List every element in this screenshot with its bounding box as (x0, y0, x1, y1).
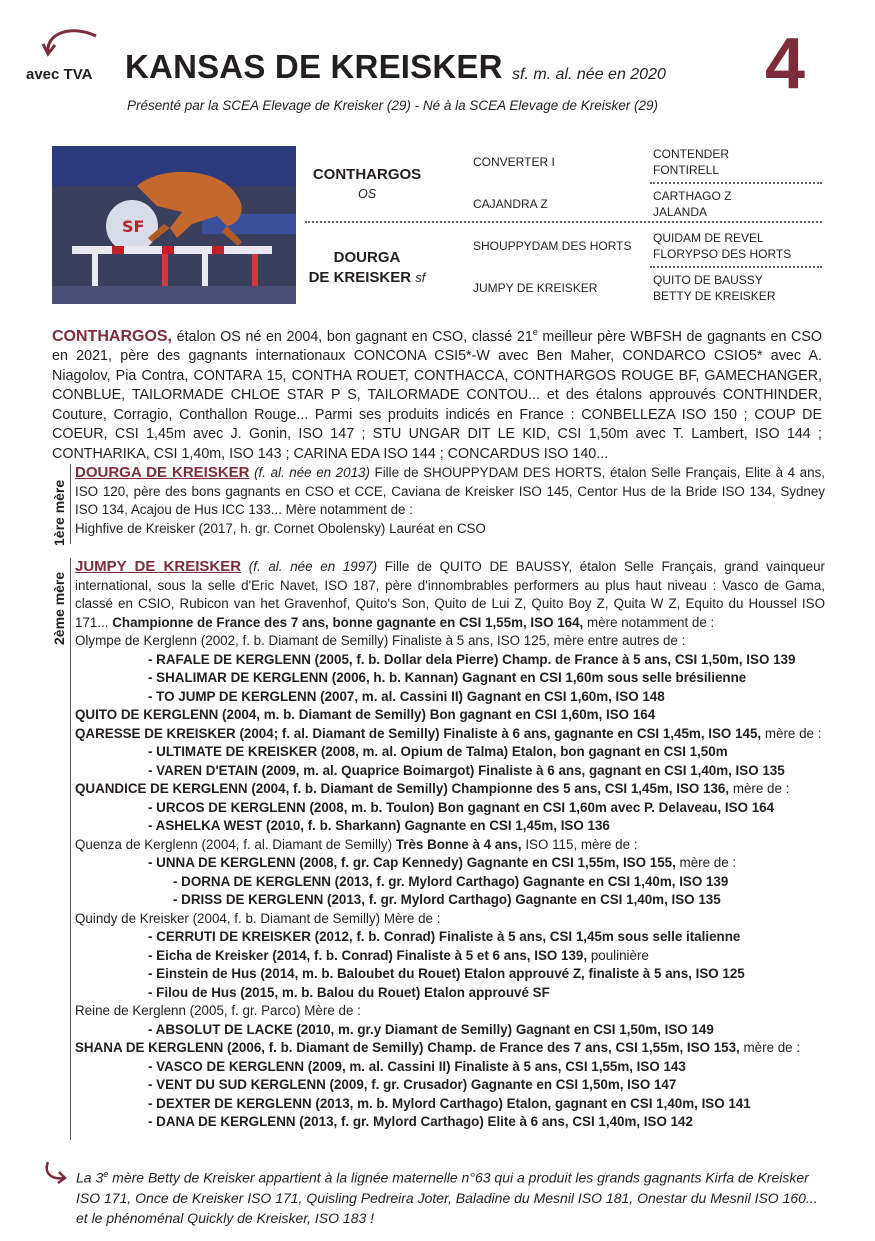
pedigree-g2: CAJANDRA Z (473, 197, 548, 211)
pedigree-gg3b: FLORYPSO DES HORTS (653, 247, 792, 261)
pedigree-gg4a: QUITO DE BAUSSY (653, 273, 763, 287)
footnote: La 3e mère Betty de Kreisker appartient à la lignée maternelle n°63 qui a produit les grands gagnants Kirfa de Kreisker ISO 171, Once de Kreisker ISO 171, Quisling Pedreira Joter, Baladine du Mesnil ISO 181, Onestar du Mesnil ISO 160... et le phénoménal Quickly de Kreisker, ISO 183 ! (76, 1169, 818, 1226)
presented-by: Présenté par la SCEA Elevage de Kreisker (29) - Né à la SCEA Elevage de Kreisker (29) (127, 98, 658, 113)
second-dam-label: 2ème mère (51, 571, 67, 645)
svg-text:SF: SF (122, 217, 145, 236)
pedigree-gg1a: CONTENDER (653, 147, 730, 161)
pedigree-divider (305, 221, 822, 223)
lot-number: 4 (765, 24, 806, 104)
first-dam-section: DOURGA DE KREISKER (f. al. née en 2013) Fille de SHOUPPYDAM DES HORTS, étalon Selle Français, Elite à 4 ans, ISO 120, père des bons gagnants en CSO et CCE, Caviana de Kreisker ISO 145, Centor Hus de la Bride ISO 134, Sydney ISO 134, Acajou de Hus ICC 133... Mère notamment de : Highfive de Kreisker (2017, h. gr. Cornet Obolensky) Lauréat en CSO (75, 464, 825, 536)
curved-arrow-icon (40, 1158, 70, 1184)
sire-description: CONTHARGOS, étalon OS né en 2004, bon gagnant en CSO, classé 21e meilleur père WBFSH de gagnants en CSO en 2021, père des gagnants internationaux CONCONA CSI5*-W avec Ben Maher, CONDARCO CSIO5* avec A. Niagolov, Pia Contra, CONTARA 15, CONTHA ROUET, CONTHACCA, CONTHARGOS ROUGE BF, GAMECHANGER, CONBLUE, TAILORMADE CHLOE STAR P S, TAILORMADE CONTOU... et des étalons approuvés CONTHINDER, Couture, Corragio, Conthallon Rouge... Parmi ses produits indicés en France : CONBELLEZA ISO 150 ; COUP DE COEUR, CSI 1,45m avec J. Gonin, ISO 147 ; STU UNGAR DIT LE KID, CSI 1,50m avec T. Lambert, ISO 144 ; CONTHARIKA, CSI 1,40m, ISO 143 ; CARINA EDA ISO 144 ; CONCARDUS ISO 140... (52, 327, 823, 462)
pedigree-g1: CONVERTER I (473, 155, 555, 169)
pedigree-divider (650, 182, 822, 184)
pedigree-sire-studbook: OS (357, 187, 377, 201)
horse-name: KANSAS DE KREISKER (125, 48, 503, 85)
pedigree-sire: CONTHARGOS (312, 166, 422, 183)
pedigree-gg3a: QUIDAM DE REVEL (653, 231, 764, 245)
pedigree-divider (650, 266, 822, 268)
pedigree-gg2a: CARTHAGO Z (653, 189, 732, 203)
tva-label: avec TVA (26, 66, 93, 83)
first-dam-bar (70, 464, 71, 544)
second-dam-bar (70, 558, 71, 1140)
horse-photo (52, 146, 296, 304)
second-dam-section: JUMPY DE KREISKER (f. al. née en 1997) Fille de QUITO DE BAUSSY, étalon Selle Français, grand vainqueur international, sous la selle d'Eric Navet, ISO 187, père d'innombrables performers au plus haut niveau : Vasco de Gama, classé en CSIO, Rubicon van het Gravenhof, Quito's Son, Quito de Lui Z, Quito Boy Z, Quita W Z, Equito du Houssel ISO 171... Championne de France des 7 ans, bonne gagnante en CSI 1,55m, ISO 164, mère notamment de : Olympe de Kerglenn (2002, f. b. Diamant de Semilly) Finaliste à 5 ans, ISO 125, mère entre autres de : - RAFALE DE KERGLENN (2005, f. b. Dollar dela Pierre) Champ. de France à 5 ans, CSI 1,50m, ISO 139 - SHALIMAR DE KERGLENN (2006, h. b. Kannan) Gagnant en CSI 1,60m sous selle brésilienne - TO JUMP DE KERGLENN (2007, m. al. Cassini II) Gagnant en CSI 1,60m, ISO 148 QUITO DE KERGLENN (2004, m. b. Diamant de Semilly) Bon gagnant en CSI 1,60m, ISO 164 QARESSE DE KREISKER (2004; f. al. Diamant de Semilly) Finaliste à 6 ans, gagnante en CSI 1,45m, ISO 145, mère de : - ULTIMATE DE KREISKER (2008, m. al. Opium de Talma) Etalon, bon gagnant en CSI 1,50m - VAREN D'ETAIN (2009, m. al. Quaprice Boimargot) Finaliste à 6 ans, gagnant en CSI 1,40m, ISO 135 QUANDICE DE KERGLENN (2004, f. b. Diamant de Semilly) Championne des 5 ans, CSI 1,45m, ISO 136, mère de : - URCOS DE KERGLENN (2008, m. b. Toulon) Bon gagnant en CSI 1,60m avec P. Delaveau, ISO 164 - ASHELKA WEST (2010, f. b. Sharkann) Gagnante en CSI 1,45m, ISO 136 Quenza de Kerglenn (2004, f. al. Diamant de Semilly) Très Bonne à 4 ans, ISO 115, mère de : - UNNA DE KERGLENN (2008, f. gr. Cap Kennedy) Gagnante en CSI 1,55m, ISO 155, mère de : - DORNA DE KERGLENN (2013, f. gr. Mylord Carthago) Gagnante en CSI 1,40m, ISO 139 - DRISS DE KERGLENN (2013, f. gr. Mylord Carthago) Gagnante en CSI 1,40m, ISO 135 Quindy de Kreisker (2004, f. b. Diamant de Semilly) Mère de : - CERRUTI DE KREISKER (2012, f. b. Conrad) Finaliste à 5 ans, CSI 1,45m sous selle italienne - Eicha de Kreisker (2014, f. b. Conrad) Finaliste à 5 et 6 ans, ISO 139, poulinière - Einstein de Hus (2014, m. b. Baloubet du Rouet) Etalon approuvé Z, finaliste à 5 ans, ISO 125 - Filou de Hus (2015, m. b. Balou du Rouet) Etalon approuvé SF Reine de Kerglenn (2005, f. gr. Parco) Mère de : - ABSOLUT DE LACKE (2010, m. gr.y Diamant de Semilly) Gagnant en CSI 1,50m, ISO 149 SHANA DE KERGLENN (2006, f. b. Diamant de Semilly) Champ. de France des 7 ans, CSI 1,55m, ISO 153, mère de : - VASCO DE KERGLENN (2009, m. al. Cassini II) Finaliste à 5 ans, CSI 1,55m, ISO 143 - VENT DU SUD KERGLENN (2009, f. gr. Crusador) Gagnante en CSI 1,50m, ISO 147 - DEXTER DE KERGLENN (2013, m. b. Mylord Carthago) Etalon, gagnant en CSI 1,40m, ISO 141 - DANA DE KERGLENN (2013, f. gr. Mylord Carthago) Elite à 6 ans, CSI 1,40m, ISO 142 (75, 558, 825, 1129)
pedigree-g3: SHOUPPYDAM DES HORTS (473, 239, 632, 253)
pedigree-gg2b: JALANDA (653, 205, 708, 219)
curved-arrow-icon (40, 22, 100, 66)
pedigree-gg1b: FONTIRELL (653, 163, 720, 177)
horse-subtitle: sf. m. al. née en 2020 (512, 66, 666, 83)
pedigree-g4: JUMPY DE KREISKER (473, 281, 598, 295)
pedigree-dam: DOURGA DE KREISKER sf (308, 249, 426, 286)
pedigree-gg4b: BETTY DE KREISKER (653, 289, 776, 303)
first-dam-label: 1ère mère (51, 479, 67, 546)
